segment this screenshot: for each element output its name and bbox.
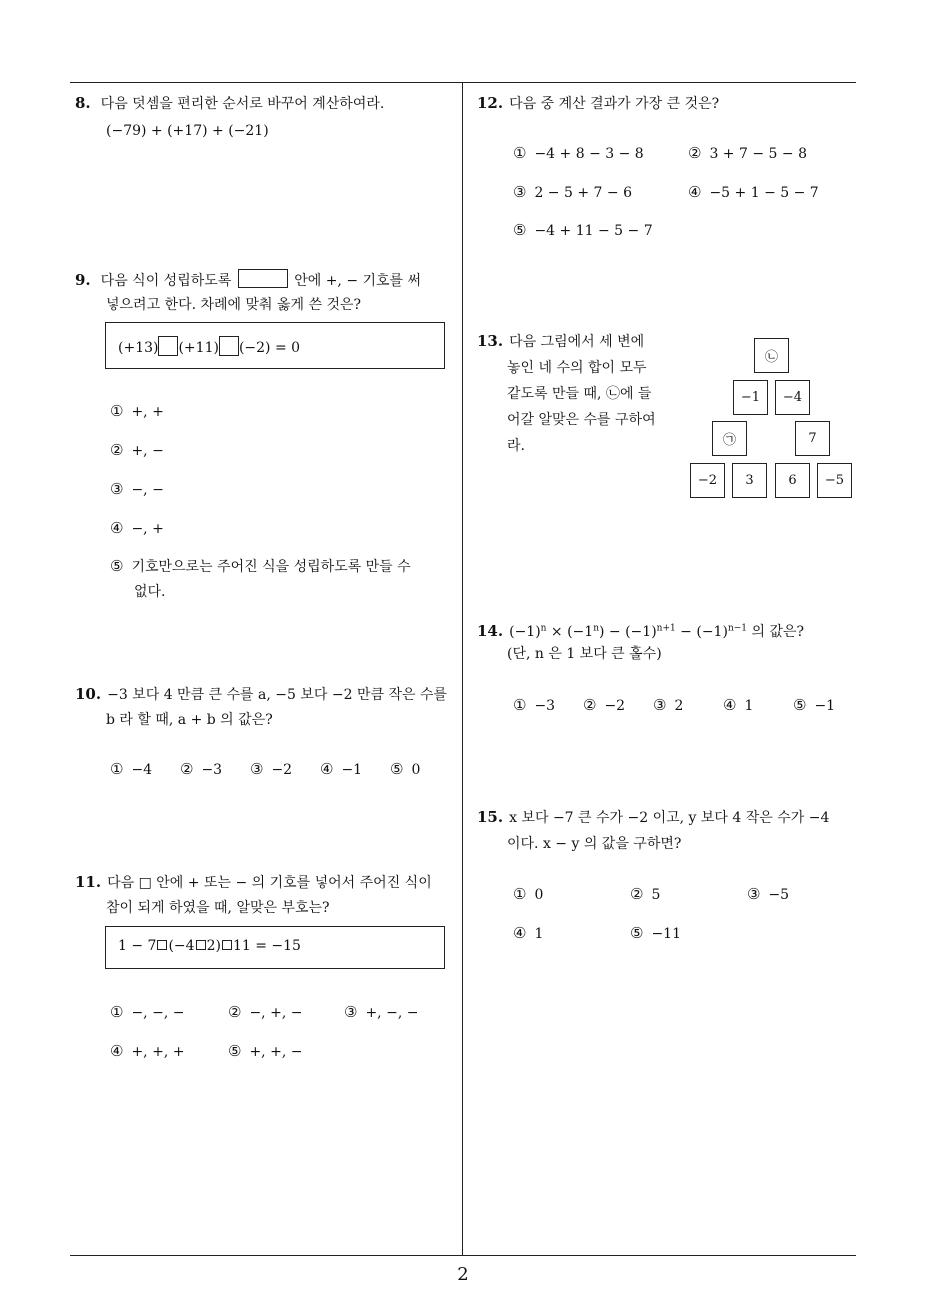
option-mark: ① <box>513 144 527 162</box>
question-text: 다음 덧셈을 편리한 순서로 바꾸어 계산하여라. <box>100 96 385 112</box>
option-text: −5 + 1 − 5 − 7 <box>709 185 819 201</box>
option-5[interactable] <box>630 923 681 944</box>
option-mark: ② <box>583 696 597 714</box>
page-number: 2 <box>457 1264 469 1285</box>
option-5[interactable] <box>228 1041 302 1062</box>
option-4[interactable] <box>688 182 819 203</box>
option-text: 1 <box>744 698 754 714</box>
option-4[interactable] <box>110 518 164 539</box>
option-3[interactable] <box>513 182 632 203</box>
cell-row4-4: −5 <box>817 463 852 498</box>
question-text-line2: 넣으려고 한다. 차례에 맞춰 옳게 쓴 것은? <box>106 297 362 313</box>
eq-part: 11 = −15 <box>232 938 301 954</box>
option-text: −2 <box>271 762 293 778</box>
question-text-line2: 이다. x − y 의 값을 구하면? <box>507 836 682 852</box>
column-divider <box>462 82 463 1256</box>
expression: (−79) + (+17) + (−21) <box>106 123 269 139</box>
option-5[interactable] <box>793 695 835 716</box>
eq-part: (+11) <box>178 340 219 356</box>
question-number: 10. <box>75 685 102 703</box>
option-text: −, +, − <box>249 1005 303 1021</box>
option-1[interactable] <box>513 884 543 905</box>
expr-part: − (−1) <box>675 623 728 640</box>
question-text: −3 보다 4 만큼 큰 수를 a, −5 보다 −2 만큼 작은 수를 <box>107 687 447 703</box>
option-5[interactable] <box>513 220 653 241</box>
equation <box>118 936 301 956</box>
option-mark: ④ <box>513 924 527 942</box>
exponent: n+1 <box>656 623 676 633</box>
option-mark: ② <box>180 760 194 778</box>
option-mark: ② <box>228 1003 242 1021</box>
bottom-rule <box>70 1255 856 1256</box>
option-text: −11 <box>651 926 681 942</box>
option-mark: ④ <box>723 696 737 714</box>
option-3[interactable] <box>110 479 164 500</box>
option-1[interactable] <box>513 143 644 164</box>
option-text: −3 <box>534 698 556 714</box>
option-4[interactable] <box>723 695 753 716</box>
question-text-line5: 라. <box>507 438 525 454</box>
question-text-line3: 같도록 만들 때, ㉡에 들 <box>507 386 652 402</box>
option-text: −4 + 8 − 3 − 8 <box>534 146 644 162</box>
option-mark: ① <box>110 760 124 778</box>
option-mark: ⑤ <box>513 221 527 239</box>
option-text: −4 <box>131 762 153 778</box>
eq-part: (−4 <box>168 938 195 954</box>
expr-part: (−1) <box>509 623 541 640</box>
option-mark: ① <box>513 696 527 714</box>
blank-square <box>219 336 239 356</box>
option-text: +, −, − <box>365 1005 419 1021</box>
option-mark: ⑤ <box>390 760 404 778</box>
option-mark: ② <box>630 885 644 903</box>
option-text: −2 <box>604 698 626 714</box>
option-mark: ④ <box>110 1042 124 1060</box>
option-2[interactable] <box>688 143 807 164</box>
option-text: −, −, − <box>131 1005 185 1021</box>
option-text: 2 − 5 + 7 − 6 <box>534 185 632 201</box>
option-mark: ② <box>688 144 702 162</box>
expr-part: ) − (−1) <box>599 623 657 640</box>
question-text-line2: b 라 할 때, a + b 의 값은? <box>106 712 273 728</box>
question-text-line2: 놓인 네 수의 합이 모두 <box>507 360 647 376</box>
question-text-b: 안에 +, − 기호를 써 <box>294 273 422 289</box>
exponent: n <box>593 623 599 633</box>
cell-row4-1: −2 <box>690 463 725 498</box>
cell-row4-3: 6 <box>775 463 810 498</box>
expr-part: 의 값은? <box>747 623 804 640</box>
question-text: 다음 중 계산 결과가 가장 큰 것은? <box>509 96 720 112</box>
option-text: −5 <box>768 887 790 903</box>
option-5[interactable] <box>110 556 411 577</box>
question-number: 9. <box>75 271 91 289</box>
option-5-continued: 없다. <box>134 584 166 600</box>
option-2[interactable] <box>180 759 222 780</box>
question-number: 13. <box>477 332 504 350</box>
option-text: 2 <box>674 698 684 714</box>
option-mark: ① <box>513 885 527 903</box>
option-mark: ① <box>110 402 124 420</box>
question-number: 11. <box>75 873 102 891</box>
cell-row2-left: −1 <box>733 380 768 415</box>
option-1[interactable] <box>513 695 555 716</box>
option-text: −3 <box>201 762 223 778</box>
option-mark: ④ <box>320 760 334 778</box>
option-5[interactable] <box>390 759 420 780</box>
expr-part: × (−1 <box>546 623 594 640</box>
option-3[interactable] <box>747 884 789 905</box>
cell-top: ㉡ <box>754 338 789 373</box>
blank-square <box>222 940 232 950</box>
option-mark: ⑤ <box>630 924 644 942</box>
blank-square <box>196 940 206 950</box>
exponent: n−1 <box>727 623 748 633</box>
question-number: 14. <box>477 621 504 640</box>
option-mark: ③ <box>653 696 667 714</box>
cell-row3-left: ㉠ <box>712 421 747 456</box>
option-text: −1 <box>341 762 363 778</box>
option-3[interactable] <box>653 695 683 716</box>
question-text-a: 다음 식이 성립하도록 <box>100 273 232 289</box>
question-expression <box>509 624 804 640</box>
option-text: 3 + 7 − 5 − 8 <box>709 146 807 162</box>
eq-part: 1 − 7 <box>118 938 157 954</box>
cell-row3-right: 7 <box>795 421 830 456</box>
option-mark: ③ <box>747 885 761 903</box>
top-rule <box>70 82 856 83</box>
blank-box <box>238 269 288 288</box>
option-4[interactable] <box>320 759 362 780</box>
exponent: n <box>540 623 547 633</box>
option-2[interactable] <box>583 695 625 716</box>
option-mark: ④ <box>110 519 124 537</box>
blank-square <box>158 336 178 356</box>
option-text: −1 <box>814 698 836 714</box>
option-mark: ⑤ <box>228 1042 242 1060</box>
option-mark: ③ <box>344 1003 358 1021</box>
eq-part: 2) <box>206 938 221 954</box>
option-text: 5 <box>651 887 661 903</box>
option-mark: ③ <box>110 480 124 498</box>
question-number: 8. <box>75 94 91 112</box>
question-text-line1: 다음 그림에서 세 변에 <box>509 334 645 350</box>
option-4[interactable] <box>513 923 543 944</box>
option-3[interactable] <box>250 759 292 780</box>
option-1[interactable] <box>110 401 164 422</box>
option-mark: ⑤ <box>110 557 124 575</box>
option-text: −, − <box>131 482 164 498</box>
question-text: 다음 □ 안에 + 또는 − 의 기호를 넣어서 주어진 식이 <box>107 875 432 891</box>
option-mark: ③ <box>250 760 264 778</box>
eq-part: (−2) = 0 <box>238 340 301 356</box>
option-text: 0 <box>534 887 544 903</box>
cell-row4-2: 3 <box>732 463 767 498</box>
option-mark: ④ <box>688 183 702 201</box>
option-text: 기호만으로는 주어진 식을 성립하도록 만들 수 <box>131 559 411 575</box>
question-number: 12. <box>477 94 504 112</box>
question-condition: (단, n 은 1 보다 큰 홀수) <box>507 646 662 662</box>
option-4[interactable] <box>110 1041 184 1062</box>
option-2[interactable] <box>630 884 660 905</box>
option-mark: ③ <box>513 183 527 201</box>
option-1[interactable] <box>110 759 152 780</box>
option-text: −4 + 11 − 5 − 7 <box>534 223 653 239</box>
equation <box>118 336 300 358</box>
option-text: +, +, − <box>249 1044 303 1060</box>
option-mark: ⑤ <box>793 696 807 714</box>
option-3[interactable] <box>344 1002 418 1023</box>
blank-square <box>157 940 167 950</box>
option-1[interactable] <box>110 1002 184 1023</box>
cell-row2-right: −4 <box>775 380 810 415</box>
option-mark: ② <box>110 441 124 459</box>
option-text: +, + <box>131 404 164 420</box>
question-text-line4: 어갈 알맞은 수를 구하여 <box>507 412 656 428</box>
option-mark: ① <box>110 1003 124 1021</box>
question-text: x 보다 −7 큰 수가 −2 이고, y 보다 4 작은 수가 −4 <box>509 810 830 826</box>
option-text: 1 <box>534 926 544 942</box>
question-number: 15. <box>477 808 504 826</box>
option-2[interactable] <box>228 1002 302 1023</box>
option-text: −, + <box>131 521 164 537</box>
option-text: +, − <box>131 443 164 459</box>
question-text-line2: 참이 되게 하였을 때, 알맞은 부호는? <box>106 900 330 916</box>
option-text: 0 <box>411 762 421 778</box>
option-2[interactable] <box>110 440 164 461</box>
eq-part: (+13) <box>118 340 159 356</box>
option-text: +, +, + <box>131 1044 185 1060</box>
